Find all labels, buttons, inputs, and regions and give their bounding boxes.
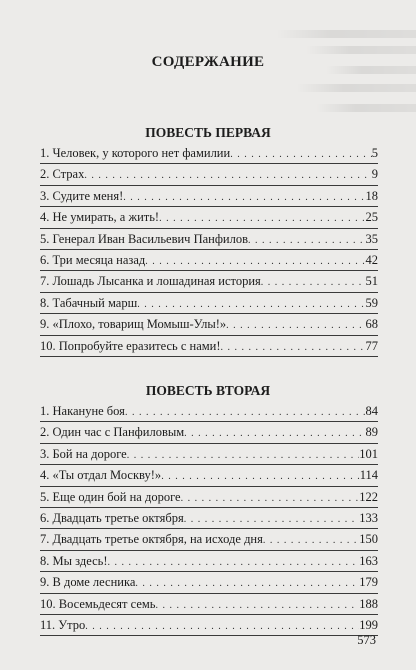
toc-entry-title: 2. Один час с Панфиловым (40, 425, 185, 440)
toc-entry-page: 84 (365, 404, 378, 418)
toc-entry-page: 68 (365, 317, 378, 332)
toc-entry[interactable] (40, 164, 378, 185)
toc-entry[interactable] (40, 487, 378, 508)
toc-entry-page: 35 (365, 231, 378, 246)
toc-entry-page: 59 (365, 295, 378, 310)
toc-entry-page: 18 (365, 188, 378, 203)
toc-entry-title: 8. Мы здесь! (40, 553, 108, 568)
toc-entry-title: 5. Еще один бой на дороге (40, 489, 181, 504)
toc-entry-title: 2. Страх (40, 167, 85, 182)
toc-entry[interactable] (40, 551, 378, 572)
toc-entry-title: 9. В доме лесника (40, 575, 136, 590)
toc-entry-page: 89 (365, 425, 378, 440)
toc-entry-title: 8. Табачный марш (40, 295, 138, 310)
toc-entry[interactable] (40, 271, 378, 292)
toc-entry-title: 11. Утро (40, 617, 86, 632)
toc-entry[interactable] (40, 529, 378, 550)
toc-entry[interactable] (40, 465, 378, 486)
section-heading-2: ПОВЕСТЬ ВТОРАЯ (145, 383, 271, 398)
toc-entry[interactable] (40, 229, 378, 250)
toc-entry-page: 188 (359, 596, 378, 611)
section-heading-1: ПОВЕСТЬ ПЕРВАЯ (145, 125, 271, 140)
toc-entry-page: 122 (359, 489, 378, 504)
toc-entry-title: 6. Двадцать третье октября (40, 510, 184, 525)
toc-entry-title: 3. Судите меня! (40, 188, 124, 203)
toc-entry-title: 3. Бой на дороге (40, 446, 127, 461)
toc-entry[interactable] (40, 314, 378, 335)
contents-title: СОДЕРЖАНИЕ (151, 54, 265, 70)
toc-entry-page: 114 (359, 468, 378, 483)
toc-list-1 (40, 143, 378, 357)
toc-entry[interactable] (40, 508, 378, 529)
toc-entry-title: 10. Восемьдесят семь (40, 596, 156, 611)
toc-entry[interactable] (40, 336, 378, 357)
toc-entry-page: 199 (359, 617, 378, 632)
toc-entry[interactable] (40, 401, 378, 422)
toc-list-2 (40, 401, 378, 636)
bleed-through-line (306, 46, 416, 54)
toc-entry[interactable] (40, 615, 378, 636)
bleed-through-line (296, 84, 416, 92)
toc-entry-title: 6. Три месяца назад (40, 252, 146, 267)
toc-entry-title: 1. Накануне боя (40, 404, 125, 418)
bleed-through-line (276, 30, 416, 38)
toc-entry-page: 42 (365, 252, 378, 267)
toc-entry-page: 5 (371, 146, 378, 160)
toc-entry-title: 10. Попробуйте еразитесь с нами! (40, 338, 221, 353)
toc-entry-page: 150 (359, 532, 378, 547)
toc-entry-title: 1. Человек, у которого нет фамилии (40, 146, 231, 160)
toc-entry[interactable] (40, 594, 378, 615)
toc-entry[interactable] (40, 207, 378, 228)
toc-entry-page: 9 (371, 167, 378, 182)
toc-entry[interactable] (40, 444, 378, 465)
toc-entry-page: 25 (365, 210, 378, 225)
toc-entry-page: 179 (359, 575, 378, 590)
toc-entry-page: 133 (359, 510, 378, 525)
toc-entry-page: 77 (365, 338, 378, 353)
toc-entry[interactable] (40, 572, 378, 593)
toc-entry[interactable] (40, 186, 378, 207)
toc-entry-page: 163 (359, 553, 378, 568)
bleed-through-line (316, 104, 416, 112)
toc-entry-title: 9. «Плохо, товарищ Момыш-Улы!» (40, 317, 227, 332)
toc-entry[interactable] (40, 293, 378, 314)
toc-entry-title: 4. Не умирать, а жить! (40, 210, 160, 225)
toc-entry-page: 101 (359, 446, 378, 461)
toc-entry-title: 7. Лошадь Лысанка и лошадиная история (40, 274, 261, 289)
toc-entry-title: 4. «Ты отдал Москву!» (40, 468, 162, 483)
page-number: 573 (357, 633, 376, 647)
toc-entry-title: 7. Двадцать третье октября, на исходе дня (40, 532, 263, 547)
toc-entry-title: 5. Генерал Иван Васильевич Панфилов (40, 231, 249, 246)
toc-entry[interactable] (40, 422, 378, 443)
toc-entry-page: 51 (365, 274, 378, 289)
toc-entry[interactable] (40, 250, 378, 271)
toc-entry[interactable] (40, 143, 378, 164)
